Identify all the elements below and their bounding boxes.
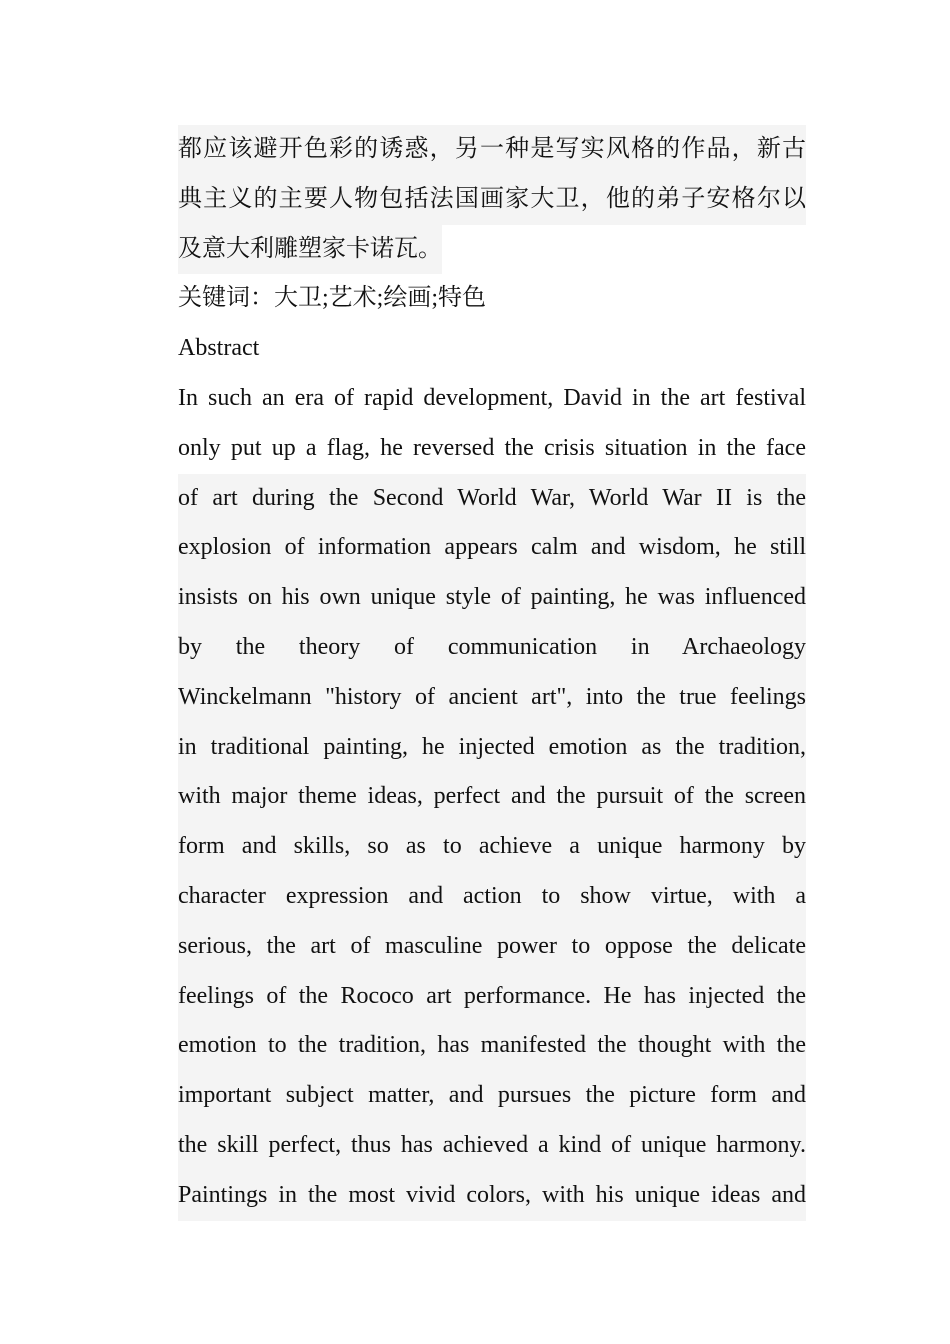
line-text: Winckelmann "history of ancient art", into the true feelings: [178, 673, 806, 723]
line-text: with major theme ideas, perfect and the pursuit of the screen: [178, 772, 806, 822]
text-line: [178, 225, 806, 275]
line-text: serious, the art of masculine power to oppose the delicate: [178, 922, 806, 972]
keywords-text: 关键词：大卫;艺术;绘画;特色: [178, 285, 487, 312]
abstract-heading: Abstract: [178, 335, 260, 362]
text-line: [178, 474, 806, 524]
line-text: only put up a flag, he reversed the crisis situation in the face: [178, 434, 806, 461]
line-text: emotion to the tradition, has manifested the thought with the: [178, 1021, 806, 1071]
text-line: [178, 723, 806, 773]
line-text: the skill perfect, thus has achieved a kind of unique harmony.: [178, 1121, 806, 1171]
line-text: 及意大利雕塑家卡诺瓦。: [178, 225, 442, 275]
line-text: of art during the Second World War, World War II is the: [178, 474, 806, 524]
line-text: 都应该避开色彩的诱惑，另一种是写实风格的作品，新古: [178, 125, 806, 175]
text-line: [178, 573, 806, 623]
body-text: [178, 125, 806, 1221]
text-line: [178, 822, 806, 872]
keywords-line: [178, 274, 806, 324]
text-line: [178, 424, 806, 474]
line-text: 典主义的主要人物包括法国画家大卫，他的弟子安格尔以: [178, 175, 806, 225]
text-line: [178, 1171, 806, 1221]
line-text: Paintings in the most vivid colors, with his unique ideas and: [178, 1171, 806, 1221]
text-line: [178, 772, 806, 822]
text-line: [178, 673, 806, 723]
line-text: insists on his own unique style of painting, he was influenced: [178, 573, 806, 623]
line-text: feelings of the Rococo art performance. He has injected the: [178, 972, 806, 1022]
text-line: [178, 922, 806, 972]
line-text: In such an era of rapid development, David in the art festival: [178, 384, 806, 411]
line-text: form and skills, so as to achieve a unique harmony by: [178, 822, 806, 872]
line-text: important subject matter, and pursues the picture form and: [178, 1071, 806, 1121]
line-text: in traditional painting, he injected emotion as the tradition,: [178, 723, 806, 773]
text-line: [178, 623, 806, 673]
line-text: explosion of information appears calm and wisdom, he still: [178, 523, 806, 573]
abstract-heading-line: [178, 324, 806, 374]
line-text: by the theory of communication in Archaeology: [178, 623, 806, 673]
text-line: [178, 972, 806, 1022]
text-line: [178, 125, 806, 175]
text-line: [178, 1121, 806, 1171]
text-line: [178, 872, 806, 922]
text-line: [178, 1021, 806, 1071]
text-line: [178, 175, 806, 225]
text-line: [178, 1071, 806, 1121]
text-line: [178, 374, 806, 424]
line-text: character expression and action to show virtue, with a: [178, 872, 806, 922]
text-line: [178, 523, 806, 573]
